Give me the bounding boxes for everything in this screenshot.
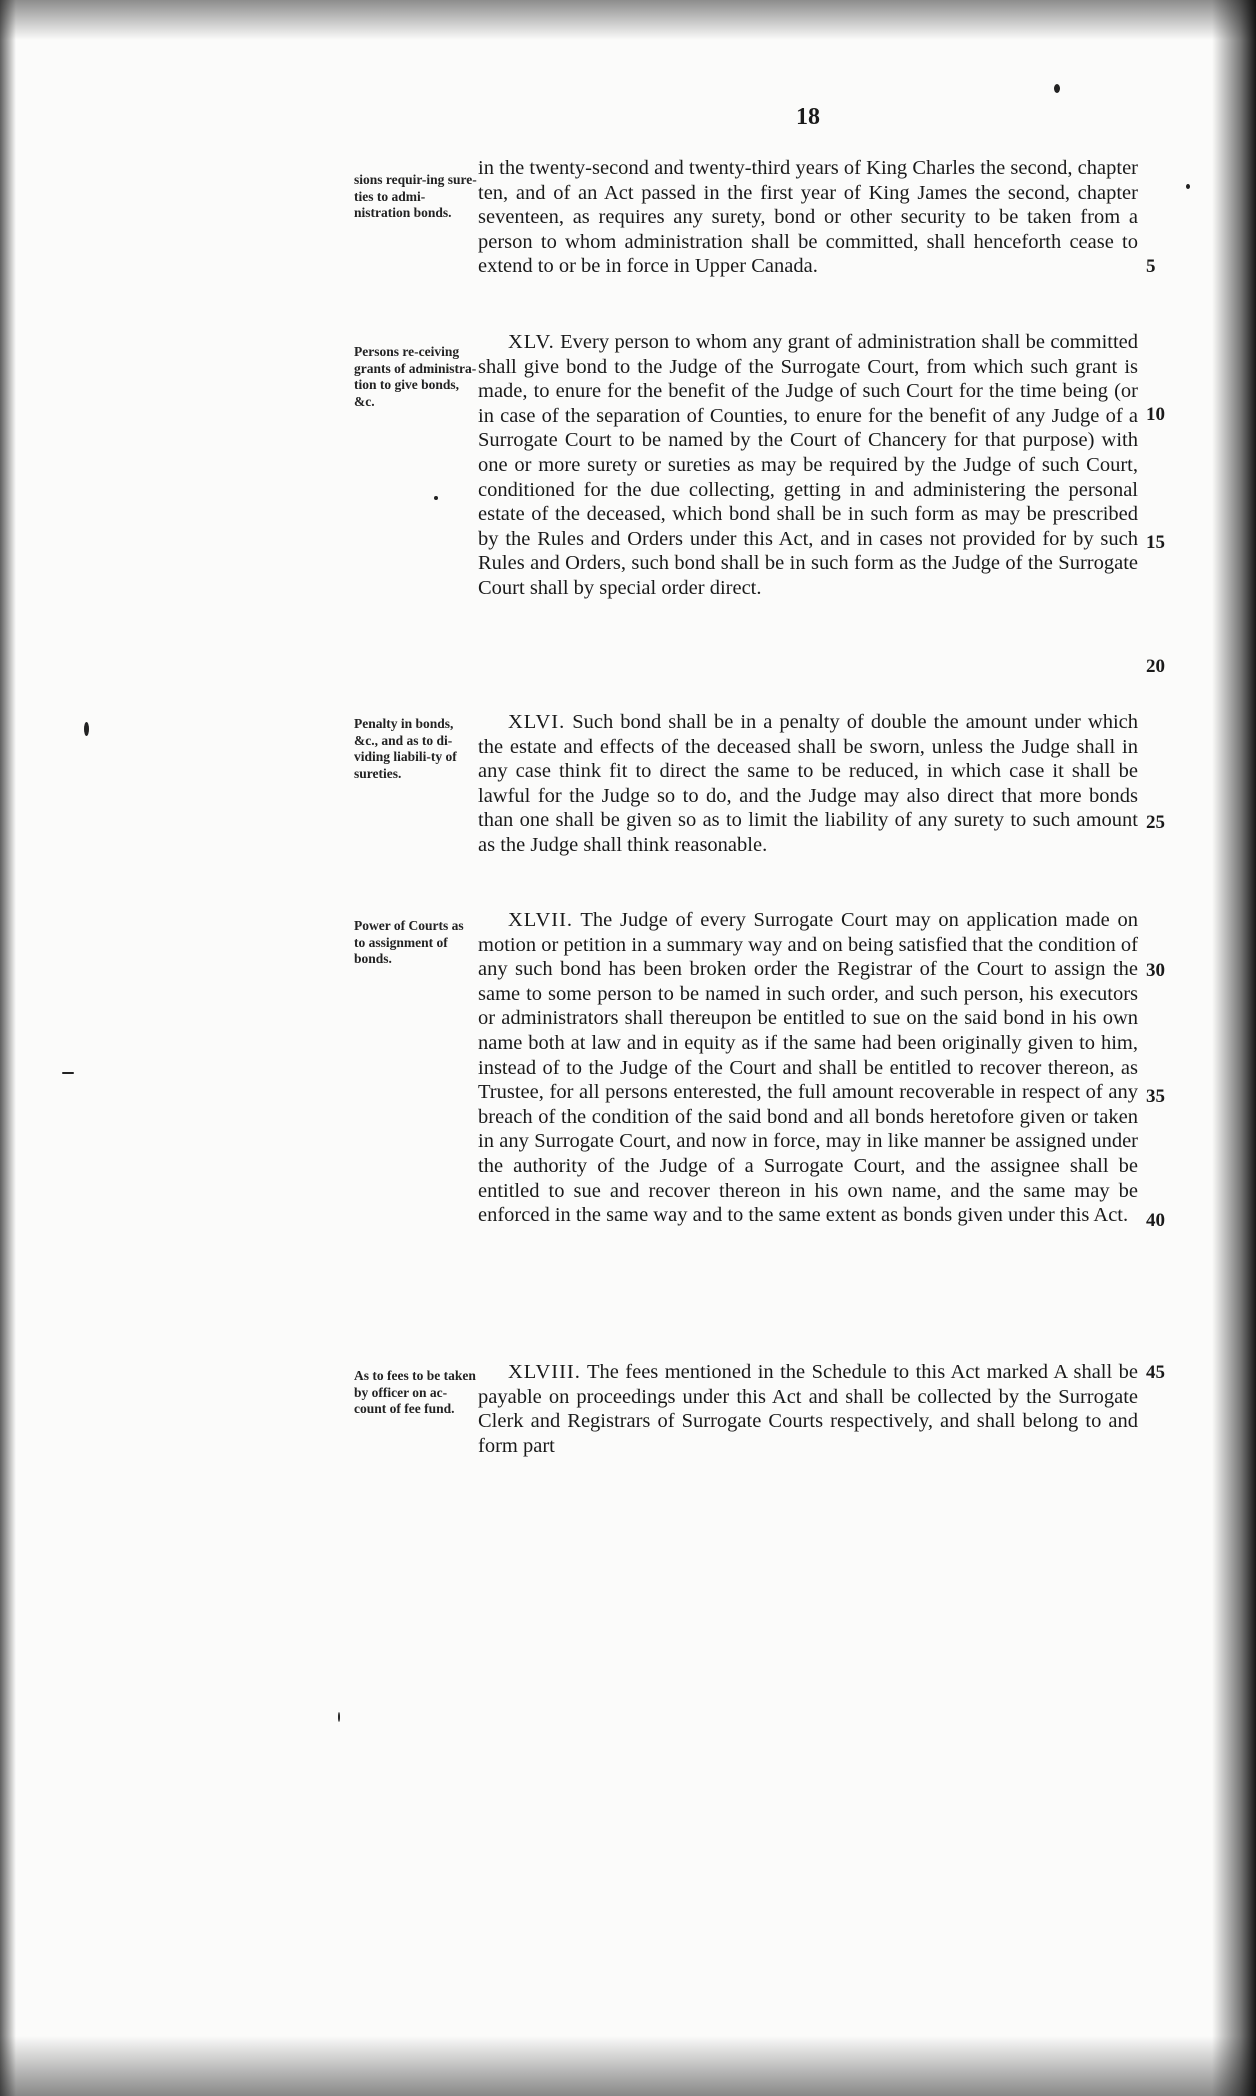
line-number: 10: [1146, 404, 1165, 425]
margin-note-xlv: Persons re-ceiving grants of administra-tion to give bonds, &c.: [354, 344, 477, 409]
paragraph-text: in the twenty-second and twenty-third years of King Charles the second, chapter ten, and of an Act passed in the first year of King James the second, chapter seventeen, as requires any surety, bond or other security to be taken from a person to whom administration shall be committed, shall henceforth cease to extend to or be in force in Upper Canada.: [478, 157, 1138, 278]
paragraph-continuation: [478, 156, 1138, 279]
scan-shadow-right: [1212, 0, 1256, 2096]
section-text: The fees mentioned in the Schedule to this Act marked A shall be payable on proceedings under this Act and shall be collected by the Surrogate Clerk and Registrars of Surrogate Courts respectively, and shall belong to and form part: [478, 1361, 1138, 1457]
scan-speck: [1186, 184, 1190, 189]
section-xlvii: [478, 908, 1138, 1228]
line-number: 5: [1146, 256, 1156, 277]
margin-note-continuation: sions requir-ing sure-ties to admi-nistration bonds.: [354, 172, 477, 220]
scan-speck: [338, 1712, 340, 1722]
section-xlviii: [478, 1360, 1138, 1458]
margin-note-xlvi: Penalty in bonds, &c., and as to di-viding liabili-ty of sureties.: [354, 716, 457, 781]
section-text: The Judge of every Surrogate Court may on application made on motion or petition in a summary way and on being satisfied that the condition of any such bond has been broken order the Registrar of the Court to assign the same to some person to be named in such order, and such person, his executors or administrators shall thereupon be entitled to sue on the said bond in his own name both at law and in equity as if the same had been originally given to him, instead of to the Judge of the Court and shall be entitled to recover thereon, as Trustee, for all persons enterested, the full amount recoverable in respect of any breach of the condition of the said bond and all bonds heretofore given or taken in any Surrogate Court, and now in force, may in like manner be assigned under the authority of the Judge of a Surrogate Court, and the assignee shall be entitled to sue and recover thereon in his own name, and the same may be enforced in the same way and to the same extent as bonds given under this Act.: [478, 909, 1138, 1227]
section-xlv: [478, 330, 1138, 601]
line-number: 40: [1146, 1210, 1165, 1231]
section-xlvi: [478, 710, 1138, 858]
section-text: Such bond shall be in a penalty of double the amount under which the estate and effects of the deceased shall be sworn, unless the Judge shall in any case think fit to direct the same to be reduced, in which case it shall be lawful for the Judge so to do, and the Judge may also direct that more bonds than one shall be given so as to limit the liability of any surety to such amount as the Judge shall think reasonable.: [478, 711, 1138, 856]
line-number: 35: [1146, 1086, 1165, 1107]
scan-speck: [434, 496, 438, 500]
scan-speck: [1054, 84, 1060, 93]
scan-shadow-bottom: [0, 2036, 1256, 2096]
line-number: 45: [1146, 1362, 1165, 1383]
line-number: 15: [1146, 532, 1165, 553]
scan-shadow-top: [0, 0, 1256, 40]
line-number: 30: [1146, 960, 1165, 981]
section-text: Every person to whom any grant of administration shall be committed shall give bond to the Judge of the Surrogate Court, from which such grant is made, to enure for the benefit of the Judge of such Court for the time being (or in case of the separation of Counties, to enure for the benefit of any Judge of a Surrogate Court to be named by the Court of Chancery for that purpose) with one or more surety or sureties as may be required by the Judge of such Court, conditioned for the due collecting, getting in and administering the personal estate of the deceased, which bond shall be in such form as may be prescribed by the Rules and Orders under this Act, and in cases not provided for by such Rules and Orders, such bond shall be in such form as the Judge of the Surrogate Court shall by special order direct.: [478, 331, 1139, 599]
page-number: 18: [796, 104, 820, 130]
scan-shadow-left: [0, 0, 16, 2096]
section-number: XLV.: [508, 331, 555, 353]
section-number: XLVI.: [508, 711, 566, 733]
scan-speck: [62, 1072, 74, 1074]
margin-note-xlviii: As to fees to be taken by officer on ac-count of fee fund.: [354, 1368, 476, 1416]
section-number: XLVIII.: [508, 1361, 581, 1383]
line-number: 20: [1146, 656, 1165, 677]
scan-speck: [84, 722, 89, 736]
section-number: XLVII.: [508, 909, 574, 931]
margin-note-xlvii: Power of Courts as to assignment of bonds.: [354, 918, 464, 966]
line-number: 25: [1146, 812, 1165, 833]
